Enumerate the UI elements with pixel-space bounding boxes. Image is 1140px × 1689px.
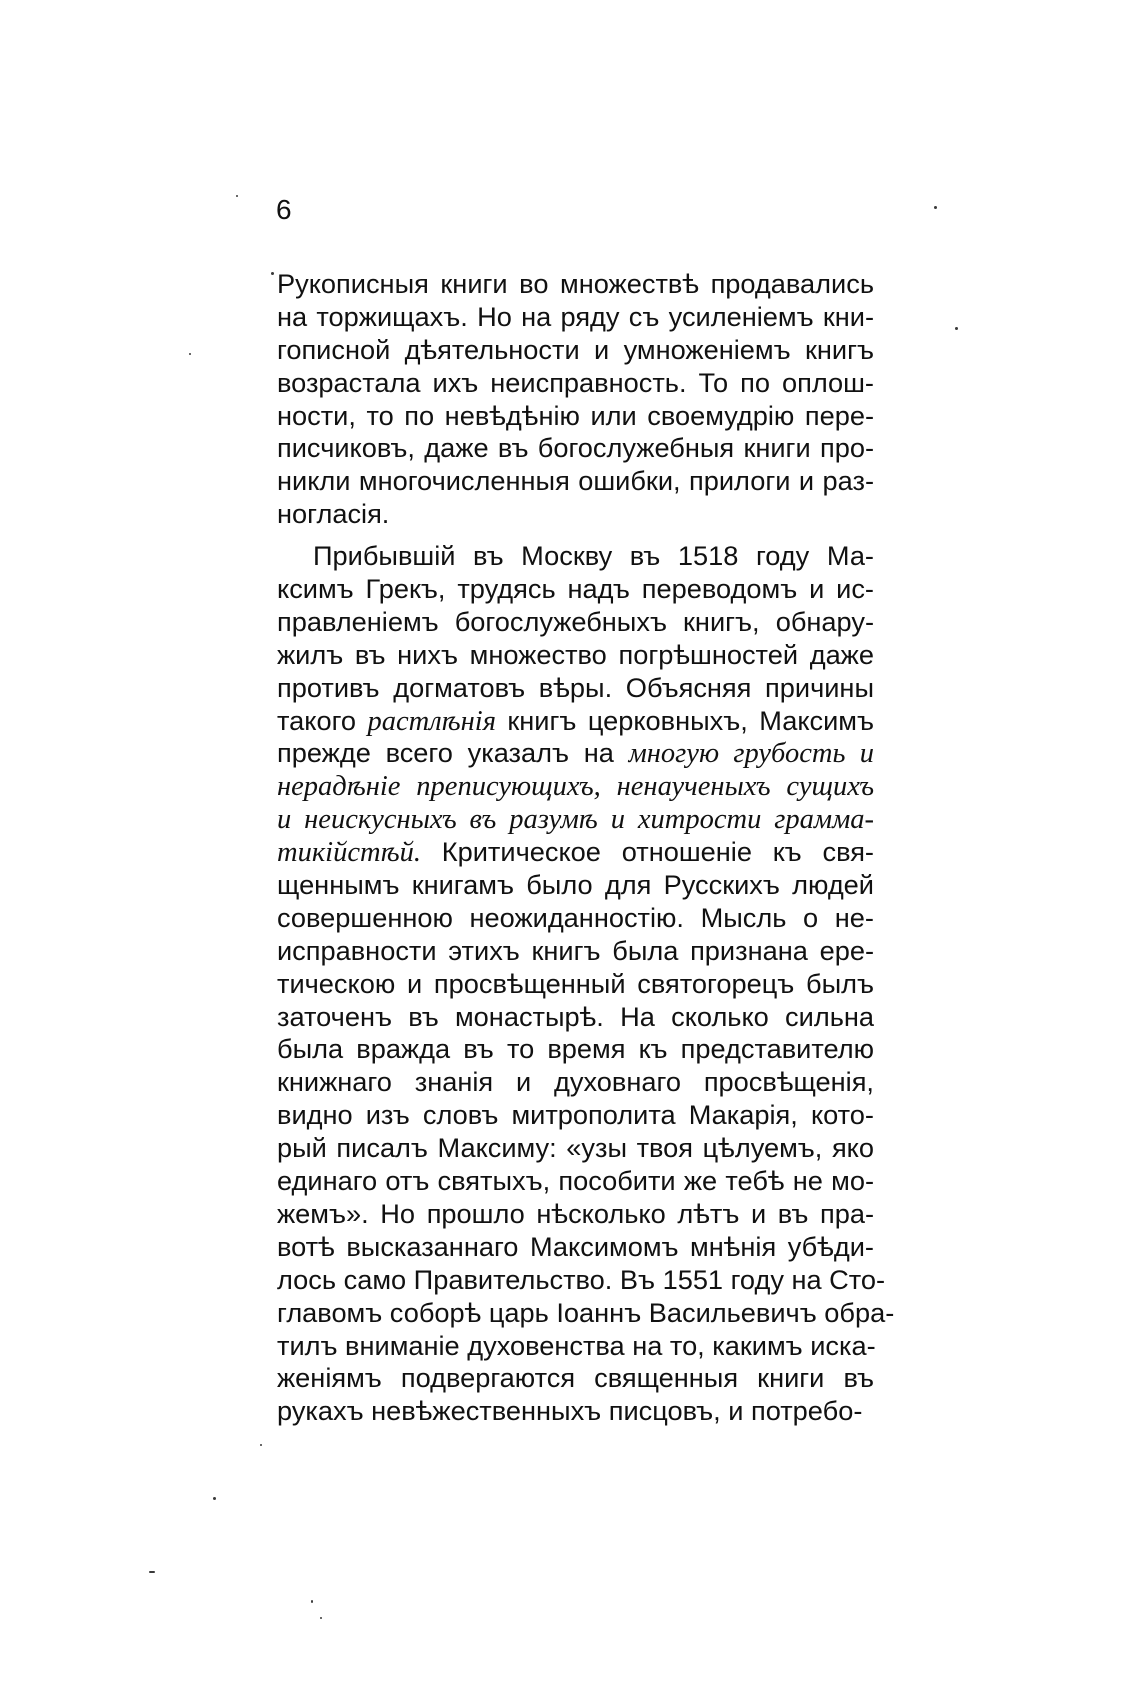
text-run: Прибывшій въ Москву въ 1518 году Ма- [313,540,874,572]
italic-quote: нерадѣніе преписующихъ, ненаученыхъ сущихъ [277,771,874,803]
body-text [277,268,895,1428]
text-line [277,1330,874,1363]
text-line [277,465,874,498]
text-line [277,498,874,531]
italic-quote: тикійстѣй. [277,837,421,869]
scan-speck [955,327,958,330]
text-line [277,1165,874,1198]
text-line [277,1198,874,1231]
text-line [277,836,874,869]
text-line [277,705,874,738]
text-run: противъ догматовъ вѣры. Объясняя причины [277,671,874,703]
scan-speck [236,195,238,197]
text-line [277,1099,874,1132]
scan-speck [149,1571,155,1573]
text-run: прежде всего указалъ на [277,737,629,769]
text-run: книжнаго знанія и духовнаго просвѣщенія, [277,1066,874,1098]
text-run: книгъ церковныхъ, Максимъ [495,704,874,736]
text-line [277,672,874,705]
text-line [277,639,874,672]
text-run: была вражда въ то время къ представителю [277,1033,874,1065]
text-run: вотѣ высказаннаго Максимомъ мнѣнія убѣди- [277,1230,874,1262]
scan-speck [311,1600,313,1603]
text-line [277,1231,874,1264]
text-run: жемъ». Но прошло нѣсколько лѣтъ и въ пра- [277,1197,874,1229]
text-line [277,400,874,433]
text-line [277,770,874,803]
text-line [277,935,874,968]
text-run: женіямъ подвергаются священныя книги въ [277,1362,874,1394]
text-line [277,1362,874,1395]
text-line [277,432,874,465]
text-line [277,1296,895,1330]
text-line [277,540,874,573]
text-run: рый писалъ Максиму: «узы твоя цѣлуемъ, яко [277,1132,874,1164]
text-line [277,1263,886,1297]
scan-speck [271,272,274,275]
text-run: Критическое отношеніе къ свя- [420,836,874,868]
text-line [277,1001,874,1034]
text-run: заточенъ въ монастырѣ. На сколько сильна [277,1000,874,1032]
text-run: щеннымъ книгамъ было для Русскихъ людей [277,869,874,901]
text-run: такого [277,704,368,736]
text-run: исправности этихъ книгъ была признана ере- [277,934,874,966]
text-run: рукахъ невѣжественныхъ писцовъ, и потребо- [277,1395,863,1427]
text-run: писчиковъ, даже въ богослужебныя книги про- [277,432,874,464]
text-line [277,301,874,334]
text-line [277,803,874,836]
scan-speck [320,1617,322,1619]
italic-quote: многую грубость и [628,738,874,770]
text-run: Рукописныя книги во множествѣ продавались [277,268,874,299]
text-run: ксимъ Грекъ, трудясь надъ переводомъ и ис- [277,573,874,605]
text-run: на торжищахъ. Но на ряду съ усиленіемъ кни- [277,300,874,332]
text-run: ности, то по невѣдѣнію или своемудрію пере- [277,399,874,431]
text-line [277,1066,874,1099]
text-run: гописной дѣятельности и умноженіемъ книгъ [277,333,874,365]
text-line [277,268,874,301]
page-number: 6 [276,194,292,225]
text-run: совершенною неожиданностію. Мысль о не- [277,901,874,933]
text-run: лось само Правительство. Въ 1551 году на Сто- [277,1263,886,1295]
italic-quote: и неискусныхъ въ разумѣ и хитрости грамма- [277,804,874,836]
text-line [277,869,874,902]
text-run: никли многочисленныя ошибки, прилоги и раз- [277,465,874,497]
text-line [277,1395,874,1428]
text-run: жилъ въ нихъ множество погрѣшностей даже [277,638,874,670]
scan-speck [213,1497,216,1500]
text-line [277,902,874,935]
text-line [277,606,874,639]
text-run: возрастала ихъ неисправность. То по оплош- [277,366,874,398]
text-run: тилъ вниманіе духовенства на то, какимъ иска- [277,1329,876,1361]
text-run: ногласія. [277,498,390,530]
text-line [277,968,874,1001]
scan-speck [934,206,937,209]
text-line [277,367,874,400]
text-run: главомъ соборѣ царь Іоаннъ Васильевичъ обра- [277,1296,895,1328]
text-line [277,1033,874,1066]
text-run: единаго отъ святыхъ, пособити же тебѣ не мо- [277,1165,874,1197]
text-run: видно изъ словъ митрополита Макарія, кото- [277,1099,874,1131]
text-run: правленіемъ богослужебныхъ книгъ, обнару- [277,605,874,637]
text-line [277,334,874,367]
text-line [277,1132,874,1165]
scan-speck [260,1444,262,1446]
text-run: тическою и просвѣщенный святогорецъ былъ [277,967,874,999]
scan-speck [189,353,191,355]
text-line [277,737,874,770]
text-line [277,573,874,606]
italic-quote: растлѣнія [367,705,496,737]
